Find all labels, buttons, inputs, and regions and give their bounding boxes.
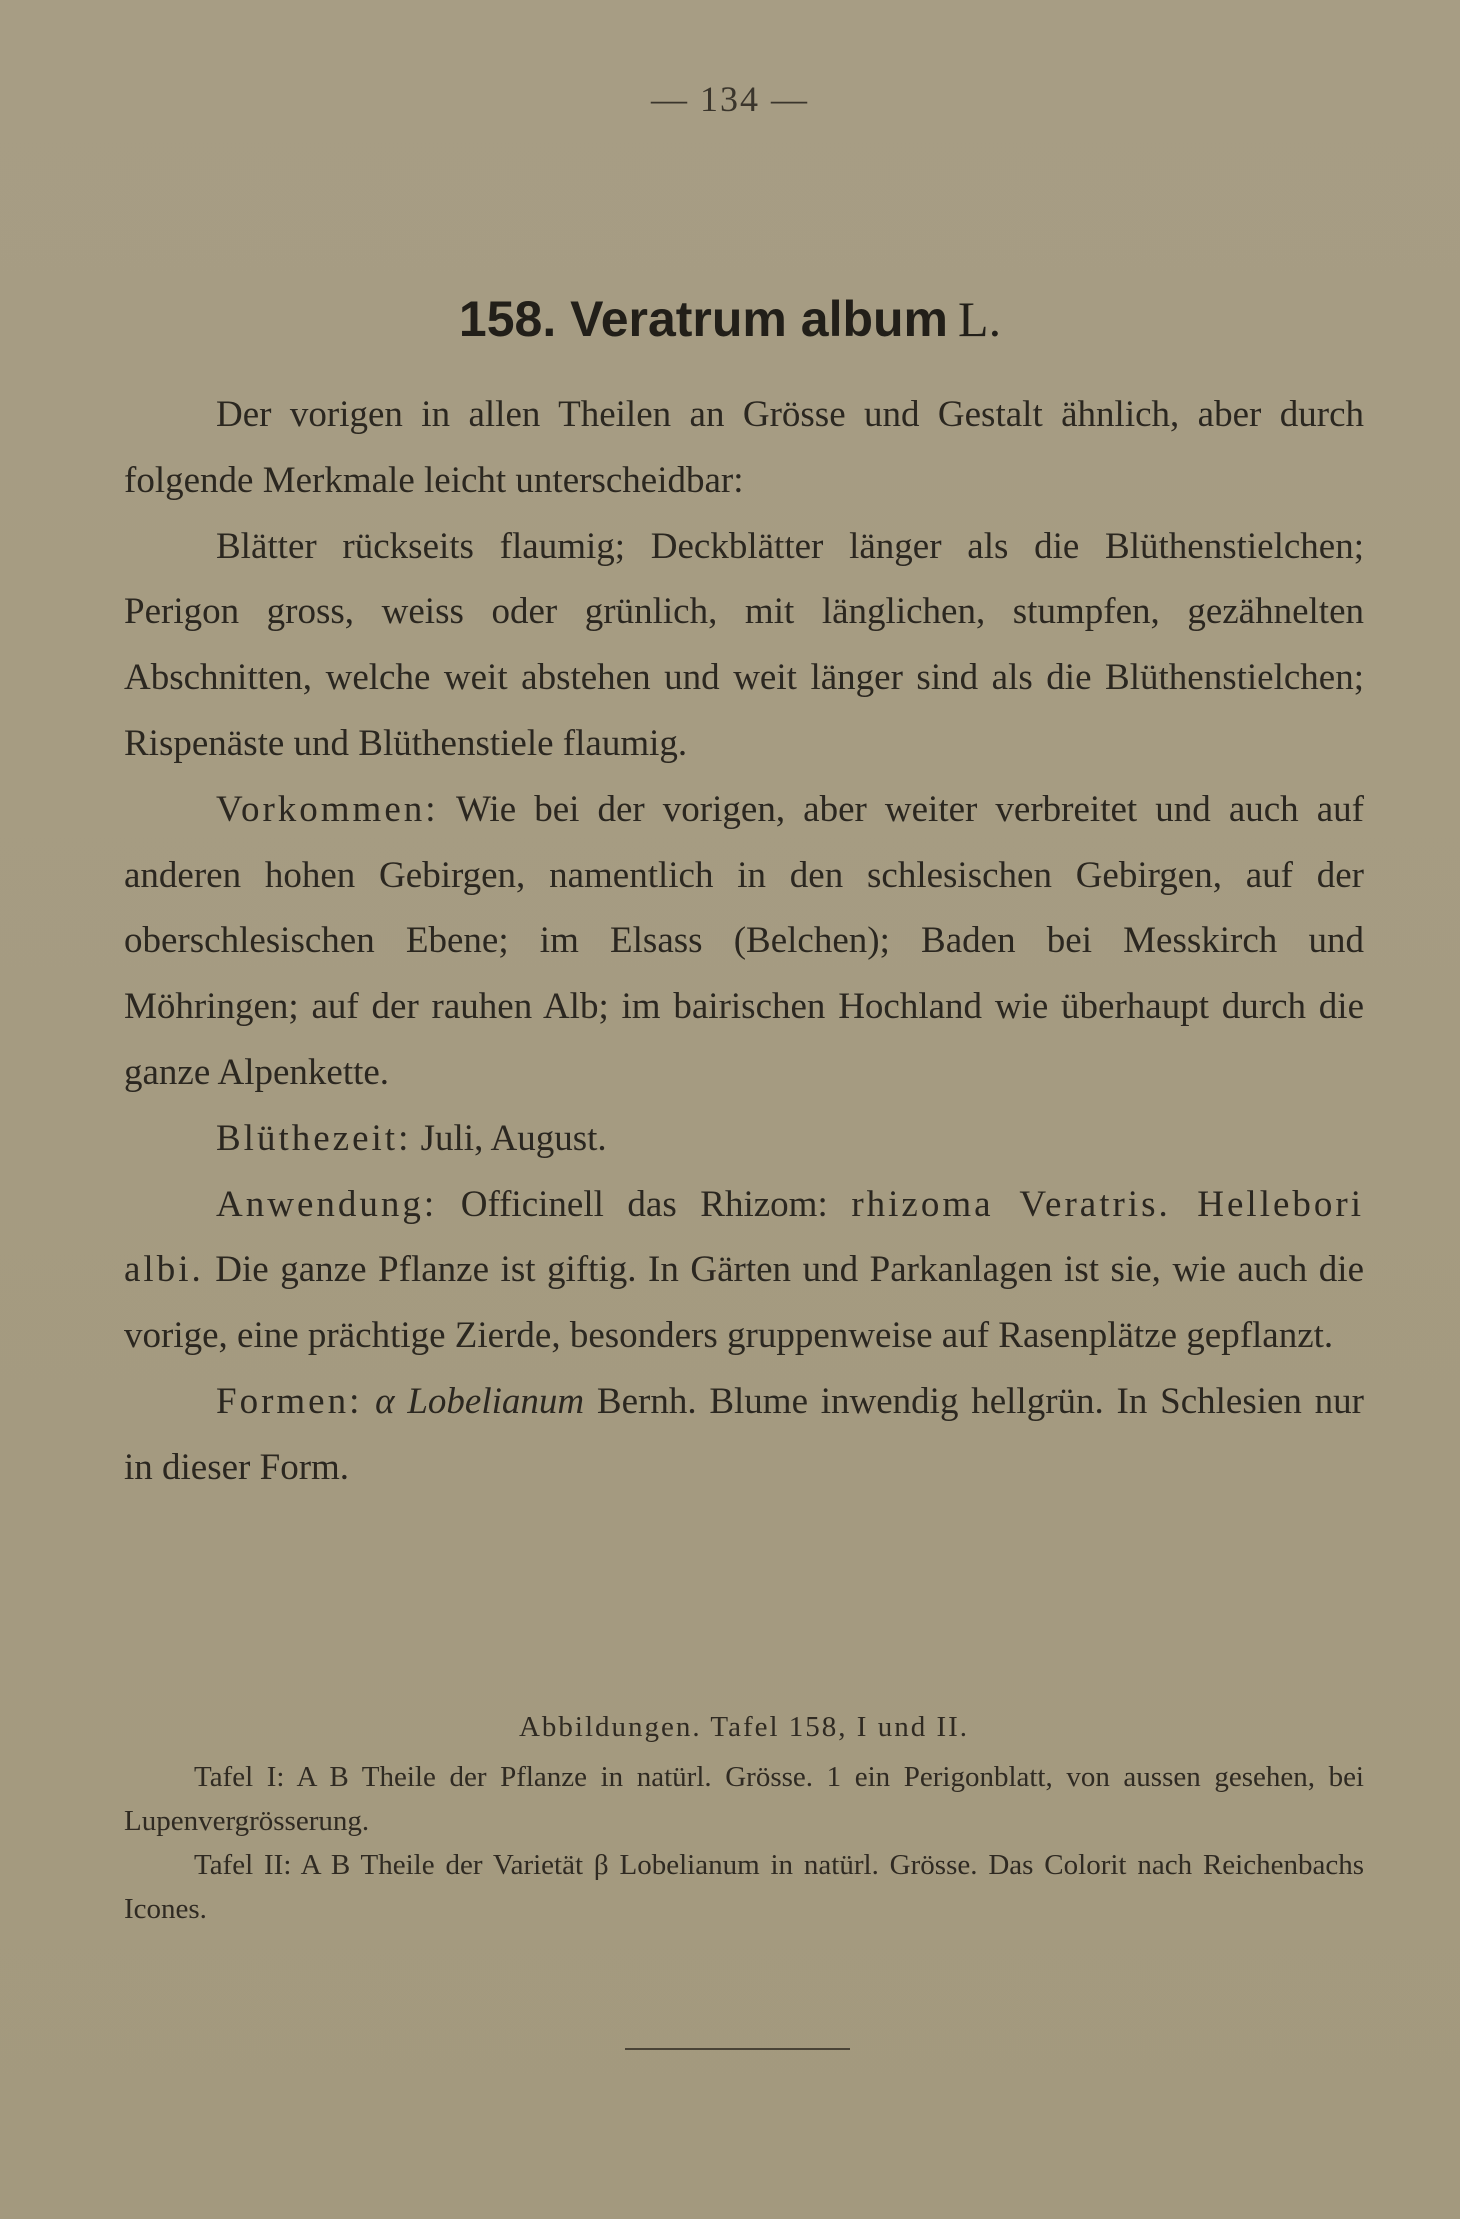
species-heading xyxy=(0,290,1460,348)
occurrence-paragraph xyxy=(124,777,1364,1106)
end-rule xyxy=(625,2048,850,2050)
use-text-2: Die ganze Pflanze ist giftig. In Gärten und Parkanlagen ist sie, wie auch die vorige, eine prächtige Zierde, besonders gruppenweise auf Rasenplätze gepflanzt. xyxy=(124,1249,1365,1357)
flowering-label: Blüthezeit: xyxy=(216,1117,412,1159)
page-number: — 134 — xyxy=(651,79,809,119)
use-text-1: Officinell das Rhizom: xyxy=(460,1183,828,1225)
use-label: Anwendung: xyxy=(216,1183,438,1225)
occurrence-text: Wie bei der vorigen, aber weiter verbreitet und auch auf anderen hohen Gebirgen, namentlich in den schlesischen Gebirgen, auf der oberschlesischen Ebene; im Elsass (Belchen); Baden bei Messkirch und Möhringen; auf der rauhen Alb; im bairischen Hochland wie überhaupt durch die ganze Alpenkette. xyxy=(124,788,1364,1093)
flowering-paragraph xyxy=(124,1106,1364,1172)
use-paragraph xyxy=(124,1172,1364,1369)
figure-captions xyxy=(124,1705,1364,1931)
captions-heading: Abbildungen. Tafel 158, I und II. xyxy=(518,1711,970,1743)
species-author: L. xyxy=(958,291,1002,347)
species-number-name: 158. Veratrum album xyxy=(458,291,949,347)
forms-text: Bernh. Blume inwendig hellgrün. In Schlesien nur in dieser Form. xyxy=(124,1380,1364,1488)
occurrence-label: Vorkommen: xyxy=(216,788,439,830)
use-drug-name: rhizoma Veratris. Hellebori albi. xyxy=(124,1183,1365,1291)
forms-label: Formen: xyxy=(216,1380,363,1422)
forms-paragraph xyxy=(124,1369,1364,1501)
species-text xyxy=(124,382,1364,1501)
forms-name: α Lobelianum xyxy=(375,1380,585,1422)
intro-paragraph: Der vorigen in allen Theilen an Grösse und Gestalt ähnlich, aber durch folgende Merkmale leicht unterscheidbar: xyxy=(124,394,1364,501)
flowering-text: Juli, August. xyxy=(420,1117,607,1159)
plate-2-caption: Tafel II: A B Theile der Varietät β Lobelianum in natürl. Grösse. Das Colorit nach Reichenbachs Icones. xyxy=(124,1849,1364,1925)
plate-1-caption: Tafel I: A B Theile der Pflanze in natürl. Grösse. 1 ein Perigonblatt, von aussen gesehen, bei Lupenvergrösserung. xyxy=(124,1761,1364,1837)
description-paragraph: Blätter rückseits flaumig; Deckblätter länger als die Blüthenstielchen; Perigon gross, weiss oder grünlich, mit länglichen, stumpfen, gezähnelten Abschnitten, welche weit abstehen und weit länger sind als die Blüthenstielchen; Rispenäste und Blüthenstiele flaumig. xyxy=(124,525,1364,764)
